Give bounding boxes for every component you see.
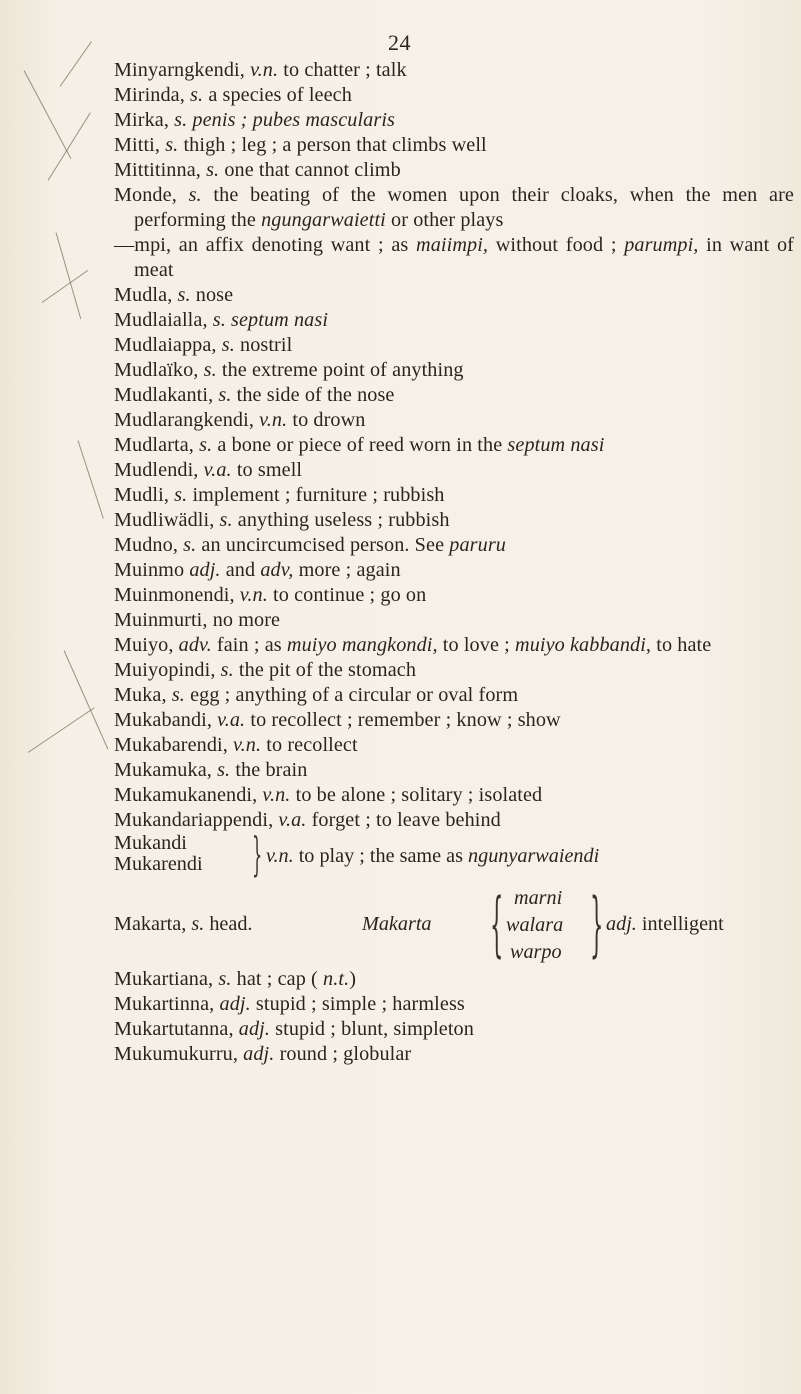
- entry-headword: Mudlaiappa,: [114, 334, 217, 356]
- entry-grammar: adj.: [219, 993, 251, 1015]
- dictionary-entry: [114, 233, 794, 283]
- entry-headword: Mudlaïko,: [114, 359, 199, 381]
- dictionary-entry: [114, 583, 794, 608]
- dictionary-entry: [114, 1017, 794, 1042]
- entry-definition: stupid ; simple ; harmless: [255, 993, 465, 1015]
- entry-headword: Mudli,: [114, 484, 170, 506]
- dictionary-entry: [114, 783, 794, 808]
- dictionary-entry: [114, 608, 794, 633]
- entry-italic-term: ngunyarwaiendi: [468, 845, 600, 867]
- entry-definition: or other plays: [391, 209, 504, 231]
- entry-italic-term: n.t.: [323, 968, 350, 990]
- dictionary-entry: [114, 58, 794, 83]
- entry-grammar: s.: [221, 334, 235, 356]
- margin-mark: [64, 650, 109, 749]
- dictionary-entry: [114, 633, 794, 658]
- entry-grammar: s.: [206, 159, 220, 181]
- entry-grammar: s.: [177, 284, 191, 306]
- entry-headword: Mudla,: [114, 284, 173, 306]
- entry-definition: implement ; furniture ; rubbish: [192, 484, 445, 506]
- dictionary-entry: [114, 83, 794, 108]
- curly-brace-left: {: [490, 883, 504, 965]
- entry-grammar: v.a.: [278, 809, 307, 831]
- entry-definition: nose: [195, 284, 234, 306]
- dictionary-entry: [114, 133, 794, 158]
- dictionary-entry: [114, 458, 794, 483]
- entry-headword: Monde,: [114, 184, 177, 206]
- entry-definition: a bone or piece of reed worn in the: [217, 434, 503, 456]
- entry-grammar: adj.: [243, 1043, 275, 1065]
- entry-italic-term: parumpi,: [624, 234, 699, 256]
- entry-headword: Mudno,: [114, 534, 178, 556]
- entry-definition: intelligent: [641, 913, 724, 935]
- dictionary-entry: [114, 508, 794, 533]
- entry-headword: Mirinda,: [114, 84, 185, 106]
- entry-italic-term: adv,: [260, 559, 294, 581]
- entry-headword: Mudlarangkendi,: [114, 409, 254, 431]
- entry-headword: Mukamukanendi,: [114, 784, 258, 806]
- entry-grammar: v.n.: [262, 784, 291, 806]
- entry-headword: Mukumukurru,: [114, 1043, 239, 1065]
- entry-grammar: s.: [199, 434, 213, 456]
- entry-definition: round ; globular: [279, 1043, 412, 1065]
- entry-headword: Minyarngkendi,: [114, 59, 245, 81]
- dictionary-entry: [114, 558, 794, 583]
- entry-headword: Mitti,: [114, 134, 161, 156]
- entry-headword: Mukabandi,: [114, 709, 212, 731]
- entry-definition: the brain: [235, 759, 308, 781]
- entry-headword: Mudlendi,: [114, 459, 199, 481]
- entry-grammar: s.: [174, 109, 188, 131]
- entry-definition: without food ;: [495, 234, 617, 256]
- entry-headword: —mpi,: [114, 234, 172, 256]
- margin-mark: [28, 707, 95, 753]
- entry-italic-term: muiyo kabbandi,: [515, 634, 652, 656]
- page-number: 24: [388, 30, 411, 55]
- entry-lead: [114, 913, 252, 936]
- entry-definition: to hate: [656, 634, 712, 656]
- entry-headword: Muinmurti,: [114, 609, 208, 631]
- dictionary-entries: [114, 58, 794, 1067]
- entry-headword: Makarta,: [114, 913, 187, 935]
- entry-headword: Mudlaialla,: [114, 309, 208, 331]
- entry-headword: Mittitinna,: [114, 159, 201, 181]
- entry-definition: septum nasi: [231, 309, 329, 331]
- margin-mark: [60, 41, 92, 87]
- entry-headword: Mudlarta,: [114, 434, 194, 456]
- margin-mark: [24, 70, 72, 159]
- dictionary-entry: [114, 483, 794, 508]
- entry-grammar: s.: [191, 913, 205, 935]
- entry-grammar: s.: [220, 659, 234, 681]
- entry-headword: Muinmo: [114, 559, 185, 581]
- dictionary-entry: [114, 658, 794, 683]
- entry-definition: to love ;: [442, 634, 510, 656]
- entry-definition: to recollect ; remember ; know ; show: [250, 709, 561, 731]
- entry-definition: to continue ; go on: [273, 584, 427, 606]
- variant-word: marni: [514, 887, 563, 909]
- entry-definition: hat ; cap (: [236, 968, 318, 990]
- entry-definition: fain ; as: [216, 634, 282, 656]
- entry-grammar: s.: [219, 509, 233, 531]
- dictionary-entry: [114, 433, 794, 458]
- entry-definition: no more: [212, 609, 281, 631]
- entry-italic-term: septum nasi: [507, 434, 605, 456]
- entry-definition: one that cannot climb: [224, 159, 401, 181]
- dictionary-entry: [114, 992, 794, 1017]
- dictionary-entry: [114, 758, 794, 783]
- entry-definition: the side of the nose: [236, 384, 395, 406]
- entry-italic-term: ngungarwaietti: [261, 209, 386, 231]
- dictionary-entry-brace: [114, 827, 794, 883]
- brace-headwords: [114, 833, 203, 875]
- entry-definition: penis ; pubes mascularis: [192, 109, 395, 131]
- entry-grammar: s.: [203, 359, 217, 381]
- dictionary-entry-variants: [114, 885, 794, 967]
- entry-definition: ): [349, 968, 357, 990]
- entry-grammar: v.n.: [266, 845, 294, 867]
- variant-word: walara: [506, 914, 564, 936]
- entry-headword: Muiyo,: [114, 634, 174, 656]
- entry-definition: the beating of the women upon their cloaks, when the men are performing the: [134, 184, 794, 231]
- entry-compound-word: Makarta: [362, 913, 432, 935]
- entry-headword: Mukandi: [114, 832, 187, 854]
- dictionary-entry: [114, 533, 794, 558]
- margin-mark: [42, 270, 88, 303]
- entry-grammar: v.n.: [233, 734, 262, 756]
- entry-headword: Muka,: [114, 684, 167, 706]
- entry-definition: to smell: [236, 459, 303, 481]
- dictionary-entry: [114, 1042, 794, 1067]
- entry-headword: Mudliwädli,: [114, 509, 215, 531]
- entry-headword: Mukamuka,: [114, 759, 212, 781]
- entry-grammar: adv.: [178, 634, 212, 656]
- dictionary-entry: [114, 308, 794, 333]
- entry-definition: thigh ; leg ; a person that climbs well: [183, 134, 487, 156]
- entry-headword: Mukartutanna,: [114, 1018, 234, 1040]
- entry-definition: in want of meat: [134, 234, 794, 281]
- entry-definition: an affix denoting want ; as: [178, 234, 409, 256]
- entry-headword: Muinmonendi,: [114, 584, 235, 606]
- dictionary-entry: [114, 683, 794, 708]
- entry-grammar: s.: [218, 968, 232, 990]
- entry-grammar: v.n.: [259, 409, 288, 431]
- dictionary-entry: [114, 708, 794, 733]
- entry-definition: the pit of the stomach: [238, 659, 417, 681]
- entry-headword: Mukabarendi,: [114, 734, 228, 756]
- entry-definition: to chatter ; talk: [283, 59, 407, 81]
- dictionary-entry: [114, 967, 794, 992]
- dictionary-entry: [114, 283, 794, 308]
- entry-grammar: s.: [218, 384, 232, 406]
- entry-definition: head.: [209, 913, 253, 935]
- entry-italic-term: paruru: [449, 534, 506, 556]
- entry-headword: Muiyopindi,: [114, 659, 216, 681]
- variant-word: warpo: [510, 941, 562, 963]
- entry-definition: a species of leech: [208, 84, 352, 106]
- entry-definition: more ; again: [298, 559, 401, 581]
- entry-definition: stupid ; blunt, simpleton: [275, 1018, 474, 1040]
- entry-grammar: s.: [217, 759, 231, 781]
- entry-grammar: s.: [212, 309, 226, 331]
- entry-grammar: s.: [174, 484, 188, 506]
- dictionary-entry: [114, 383, 794, 408]
- entry-headword: Mukandariappendi,: [114, 809, 274, 831]
- entry-headword: Mirka,: [114, 109, 169, 131]
- entry-headword: Mudlakanti,: [114, 384, 214, 406]
- entry-definition: and: [225, 559, 256, 581]
- entry-headword: Mukartinna,: [114, 993, 215, 1015]
- dictionary-entry: [114, 733, 794, 758]
- entry-grammar: v.n.: [239, 584, 268, 606]
- entry-definition: an uncircumcised person. See: [201, 534, 445, 556]
- entry-definition: to be alone ; solitary ; isolated: [295, 784, 543, 806]
- entry-definition: the extreme point of anything: [221, 359, 464, 381]
- entry-gloss: [606, 913, 724, 936]
- entry-definition: nostril: [240, 334, 293, 356]
- entry-italic-term: maiimpi,: [416, 234, 489, 256]
- entry-definition: to drown: [292, 409, 366, 431]
- entry-grammar: adj.: [189, 559, 221, 581]
- dictionary-entry: [114, 333, 794, 358]
- dictionary-entry: [114, 808, 794, 833]
- entry-grammar: adj.: [606, 913, 637, 935]
- entry-grammar: s.: [171, 684, 185, 706]
- dictionary-entry: [114, 408, 794, 433]
- dictionary-entry: [114, 108, 794, 133]
- entry-grammar: s.: [183, 534, 197, 556]
- entry-gloss: [266, 845, 599, 868]
- entry-grammar: v.a.: [217, 709, 246, 731]
- margin-mark: [48, 112, 91, 180]
- margin-mark: [78, 440, 104, 518]
- dictionary-entry: [114, 183, 794, 233]
- entry-definition: anything useless ; rubbish: [237, 509, 450, 531]
- variant-list: [506, 885, 563, 966]
- entry-grammar: s.: [165, 134, 179, 156]
- entry-definition: forget ; to leave behind: [311, 809, 501, 831]
- curly-brace: }: [252, 827, 263, 881]
- entry-grammar: v.a.: [203, 459, 232, 481]
- entry-definition: egg ; anything of a circular or oval form: [190, 684, 519, 706]
- entry-grammar: v.n.: [250, 59, 279, 81]
- entry-definition: to play ; the same as: [298, 845, 463, 867]
- curly-brace-right: }: [590, 883, 604, 965]
- entry-definition: to recollect: [266, 734, 358, 756]
- entry-italic-term: muiyo mangkondi,: [286, 634, 438, 656]
- entry-headword: Mukartiana,: [114, 968, 214, 990]
- entry-grammar: s.: [190, 84, 204, 106]
- dictionary-entry: [114, 358, 794, 383]
- dictionary-entry: [114, 158, 794, 183]
- entry-grammar: adj.: [238, 1018, 270, 1040]
- entry-headword: Mukarendi: [114, 853, 203, 875]
- entry-grammar: s.: [188, 184, 202, 206]
